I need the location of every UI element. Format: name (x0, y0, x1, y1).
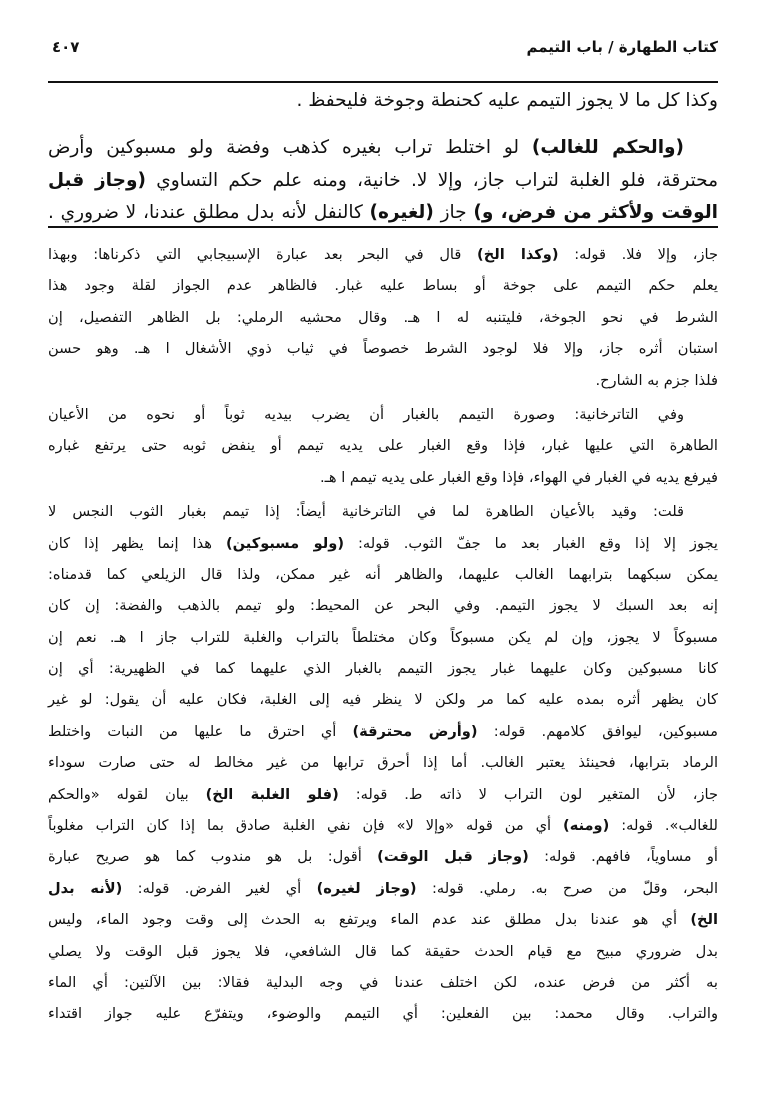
commentary-text (48, 236, 718, 1030)
commentary-paragraph (48, 496, 718, 1030)
text-line (48, 779, 718, 810)
text-segment: هذا إنما يظهر إذا كان (48, 534, 226, 552)
text-line (48, 365, 718, 396)
text-segment: إنه بعد السبك لا يجوز التيمم. وفي البحر عن المحيط: ولو تيمم بالذهب والفضة: إن كان (48, 597, 718, 615)
text-line (48, 302, 718, 333)
text-segment: للغالب». قوله: (609, 817, 718, 835)
text-line (48, 165, 718, 198)
text-segment: قال في البحر بعد عبارة الإسبيجابي التي ذكرناها: وبهذا (48, 246, 478, 263)
quoted-lemma: (وجاز قبل (48, 169, 146, 191)
commentary-paragraph (48, 239, 718, 396)
text-segment: محترقة، فلو الغلبة لتراب جاز، وإلا لا. خانية، ومنه علم حكم التساوي (145, 169, 718, 191)
text-line (48, 528, 718, 559)
quoted-lemma: (ومنه) (563, 817, 610, 835)
text-line (48, 132, 718, 165)
text-line (48, 684, 718, 715)
text-line (48, 653, 718, 684)
text-line (48, 967, 718, 998)
text-segment: الشرط في نحو الجوخة، فليتنبه له ا هـ. وقال محشيه الرملي: بل الظاهر التفصيل، إن (48, 308, 718, 326)
text-line (48, 496, 718, 527)
text-line (48, 86, 718, 132)
quoted-lemma: (لغيره) (369, 202, 434, 223)
quoted-lemma: (وجاز قبل الوقت) (377, 848, 529, 866)
text-line (48, 904, 718, 935)
text-segment: يجوز إلا إذا وقع الغبار بعد ما جفّ الثوب. قوله: (344, 534, 718, 552)
text-segment: مسبوكين، ليوافق كلامهم. قوله: (477, 722, 718, 740)
text-line (48, 462, 718, 493)
quoted-lemma: (فلو الغلبة الخ) (205, 785, 339, 803)
text-segment: قلت: وقيد بالأعيان الطاهرة لما في التاترخانية أيضاً: إذا تيمم بغبار الثوب النجس لا (48, 503, 684, 521)
running-title: كتاب الطهارة / باب التيمم (526, 38, 718, 56)
text-segment: والتراب. وقال محمد: بين الفعلين: أي التيمم والوضوء، ويتفرّع عليه جواز اقتداء (48, 1005, 718, 1023)
text-line (48, 841, 718, 872)
text-segment: الرماد بترابها، فحينئذ يعتبر الغالب. أما إذا أحرق ترابها من غير مخالط له حتى صارت سوداء (48, 754, 718, 772)
page-number: ٤٠٧ (52, 38, 80, 56)
text-line (48, 998, 718, 1029)
quoted-lemma: (والحكم للغالب) (531, 137, 684, 158)
text-segment: جاز (433, 202, 474, 223)
text-segment: يمكن سبكهما بترابهما الغالب عليهما، والظاهر أنه غير ممكن، ولذا قال الزيلعي كما قدمناه: (48, 565, 718, 583)
text-segment: أقول: بل هو مندوب كما هو صريح عبارة (48, 848, 378, 866)
text-line (48, 559, 718, 590)
text-segment: بيان لقوله «والحكم (48, 785, 206, 803)
commentary-paragraph (48, 399, 718, 493)
text-segment: فلذا جزم به الشارح. (595, 371, 718, 389)
text-segment: به أكثر من فرض عنده، لكن اختلف عندنا في وجه البدلية فقالا: بين الآلتين: أي الماء (48, 973, 718, 991)
text-line (48, 716, 718, 747)
quoted-lemma: الوقت ولأكثر من فرض، و) (473, 202, 718, 223)
text-segment: كالنفل لأنه بدل مطلق عندنا، لا ضروري . (48, 202, 370, 223)
text-line (48, 590, 718, 621)
quoted-lemma: (وجاز لغيره) (316, 879, 417, 897)
text-segment: مسبوكاً لا يجوز، وإن لم يكن مسبوكاً وكان مختلطاً بالتراب والغلبة للتراب جاز ا هـ. نعم إن (48, 628, 718, 646)
main-text (48, 86, 718, 230)
text-line (48, 622, 718, 653)
text-line (48, 810, 718, 841)
text-line (48, 333, 718, 364)
text-segment: البحر، وقلّ من صرح به. رملي. قوله: (416, 879, 718, 897)
text-line (48, 430, 718, 461)
text-segment: أي هو عندنا بدل مطلق عند عدم الماء ويرتفع به الحدث إلى وقت وجود الماء، وليس (48, 911, 691, 929)
text-line (48, 936, 718, 967)
text-line (48, 747, 718, 778)
text-segment: أي من قوله «وإلا لا» فإن نفي الغلبة صادق بما إذا كان التراب مغلوباً (48, 817, 564, 835)
text-segment: أو مساوياً، فافهم. قوله: (528, 848, 718, 866)
quoted-lemma: (لأنه بدل (48, 879, 123, 897)
page-header (48, 34, 718, 64)
text-line (48, 873, 718, 904)
text-segment: بدل ضروري مبيح مع قيام الحدث حقيقة كما قال الشافعي، فلا يجوز قبل الوقت ولا يصلي (48, 942, 718, 960)
header-divider (48, 81, 718, 83)
text-line (48, 270, 718, 301)
text-segment: الطاهرة التي عليها غبار، فإذا وقع الغبار على يديه تيمم أو ينفض ثوبه حتى يرتفع غباره (48, 437, 718, 455)
text-segment: وكذا كل ما لا يجوز التيمم عليه كحنطة وجوخة فليحفظ . (296, 90, 718, 111)
text-segment: جاز، وإلا فلا. قوله: (558, 246, 719, 263)
text-segment: وفي التاترخانية: وصورة التيمم بالغبار أن يضرب بيديه ثوباً أو نحوه من الأعيان (48, 405, 684, 423)
text-line (48, 239, 718, 270)
text-segment: استبان أثره جاز، وإلا فلا لوجود الشرط خصوصاً في ثياب ذوي الأشغال ا هـ. وهو حسن (48, 340, 718, 358)
quoted-lemma: (ولو مسبوكين) (225, 534, 345, 552)
text-segment: أي احترق ما عليها من النبات واختلط (48, 722, 353, 740)
text-segment: لو اختلط تراب بغيره كذهب وفضة ولو مسبوكين وأرض (48, 137, 532, 158)
text-commentary-divider (48, 226, 718, 228)
text-segment: يعلم حكم التيمم على جوخة أو بساط عليه غبار. فالظاهر عدم الجواز لقلة وجود هذا (48, 277, 718, 295)
text-segment: كان يظهر أثره بمده عليه كما مر ولكن لا ينظر فيه إلى الغلبة، فكان عليه أن يقول: لو غير (48, 691, 718, 709)
text-segment: كانا مسبوكين وكان عليهما غبار يجوز التيمم بالغبار الذي عليهما كما في الظهيرية: أي إن (48, 660, 718, 678)
text-line (48, 399, 718, 430)
quoted-lemma: الخ) (690, 911, 718, 929)
text-segment: فيرفع يديه في الغبار في الهواء، فإذا وقع الغبار على يديه تيمم ا هـ. (319, 468, 718, 486)
text-segment: جاز، لأن المتغير لون التراب لا ذاته ط. قوله: (338, 785, 718, 803)
quoted-lemma: (وأرض محترقة) (352, 722, 478, 740)
text-line (48, 197, 718, 230)
text-segment: أي لغير الفرض. قوله: (122, 879, 317, 897)
quoted-lemma: (وكذا الخ) (477, 246, 559, 263)
